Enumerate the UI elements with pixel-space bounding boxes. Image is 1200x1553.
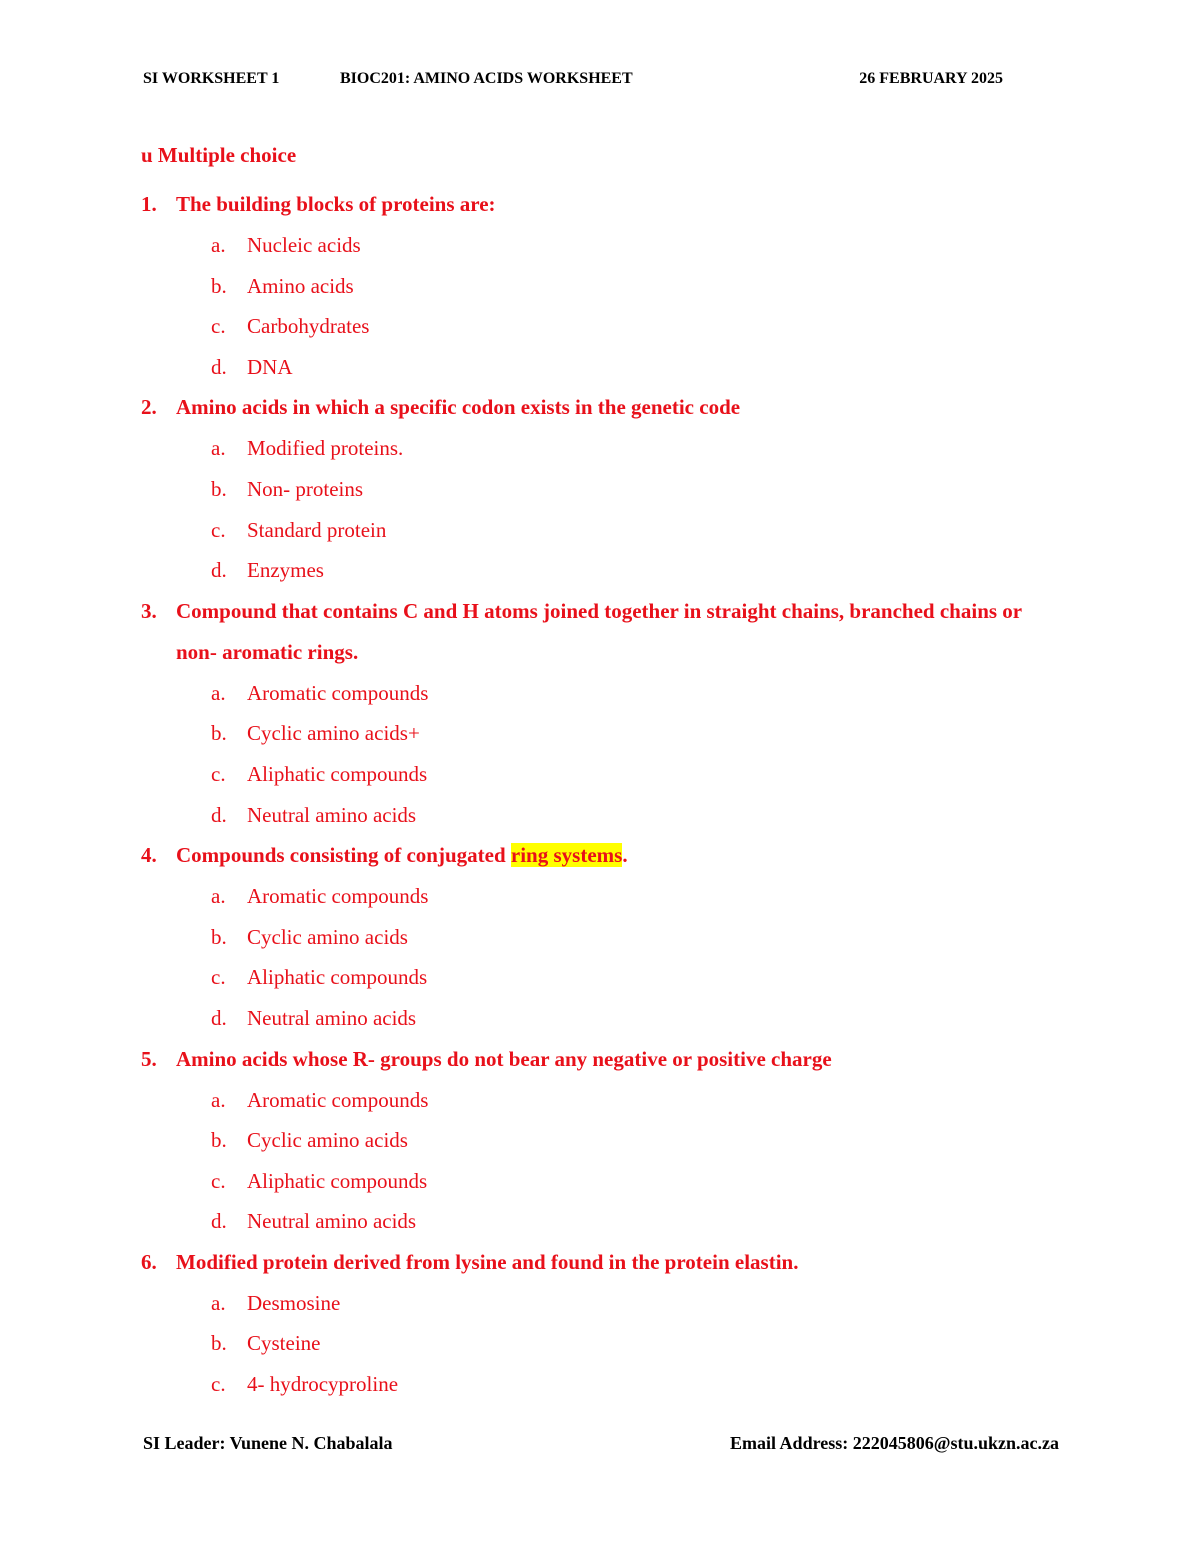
option-item [141,266,1041,307]
option-text: Amino acids [247,273,354,298]
option-item [141,795,1041,836]
question-4 [141,835,1041,876]
section-title: u Multiple choice [141,143,297,167]
option-item [141,1323,1041,1364]
option-text: Standard protein [247,517,387,542]
option-item [141,1161,1041,1202]
option-item [141,876,1041,917]
page-footer [143,1433,1059,1459]
question-1-options [141,225,1041,387]
worksheet-date: 26 FEBRUARY 2025 [859,70,1003,87]
option-item [141,469,1041,510]
option-text: Cyclic amino acids+ [247,721,420,746]
option-item [141,917,1041,958]
option-item [141,1120,1041,1161]
question-number: 4. [141,843,157,868]
option-text: Aromatic compounds [247,884,429,909]
question-text: Amino acids whose R- groups do not bear any negative or positive charge [176,1046,832,1071]
question-6 [141,1242,1041,1283]
question-1 [141,184,1041,225]
page-header [143,70,1003,94]
option-letter: c. [211,761,226,786]
option-text: Aliphatic compounds [247,1168,428,1193]
question-2-options [141,428,1041,590]
option-letter: c. [211,1168,226,1193]
option-text: Cyclic amino acids [247,924,408,949]
option-letter: a. [211,233,226,257]
option-letter: b. [211,924,227,949]
question-text: Modified protein derived from lysine and found in the protein elastin. [176,1249,799,1274]
option-letter: b. [211,1128,227,1153]
question-3-options [141,673,1041,835]
option-text: Aromatic compounds [247,680,429,705]
question-text-start: Compounds consisting of conjugated [176,843,511,868]
option-text: Aliphatic compounds [247,761,428,786]
option-letter: d. [211,354,227,379]
option-text: Modified proteins. [247,436,404,461]
question-number: 1. [141,192,157,216]
si-leader: SI Leader: Vunene N. Chabalala [143,1433,393,1453]
question-5-options [141,1080,1041,1242]
option-item [141,1283,1041,1324]
question-3 [141,591,1041,673]
option-text: Nucleic acids [247,233,361,257]
option-letter: b. [211,273,227,298]
option-letter: c. [211,1372,226,1397]
option-letter: b. [211,1331,227,1356]
option-letter: b. [211,476,227,501]
option-letter: d. [211,558,227,583]
option-item [141,306,1041,347]
question-text: Compound that contains C and H atoms joined together in straight chains, branched chains or non- aromatic rings. [176,598,1022,664]
option-letter: d. [211,802,227,827]
option-text: Cysteine [247,1331,321,1356]
question-number: 5. [141,1046,157,1071]
option-letter: c. [211,314,226,339]
option-letter: a. [211,436,226,461]
option-letter: a. [211,884,226,909]
course-title: BIOC201: AMINO ACIDS WORKSHEET [340,70,633,87]
option-letter: c. [211,965,226,990]
option-item [141,673,1041,714]
option-item [141,713,1041,754]
option-text: DNA [247,354,293,379]
question-2 [141,387,1041,428]
option-text: Neutral amino acids [247,802,417,827]
option-item [141,550,1041,591]
email-address: Email Address: 222045806@stu.ukzn.ac.za [730,1433,1059,1453]
option-letter: d. [211,1209,227,1234]
question-text-end: . [622,843,628,868]
question-number: 3. [141,598,157,623]
option-item [141,957,1041,998]
question-5 [141,1039,1041,1080]
option-text: Enzymes [247,558,324,583]
option-letter: b. [211,721,227,746]
option-letter: a. [211,680,226,705]
question-text: Amino acids in which a specific codon exists in the genetic code [176,395,741,420]
option-text: Desmosine [247,1290,341,1315]
option-item [141,1080,1041,1121]
option-letter: d. [211,1005,227,1030]
option-text: Neutral amino acids [247,1209,417,1234]
option-text: Carbohydrates [247,314,370,339]
option-text: Aliphatic compounds [247,965,428,990]
option-item [141,510,1041,551]
option-item [141,225,1041,266]
question-number: 6. [141,1249,157,1274]
questions-list [141,184,1041,1405]
option-text: Non- proteins [247,476,364,501]
worksheet-label: SI WORKSHEET 1 [143,70,280,87]
question-6-options [141,1283,1041,1405]
highlighted-term: ring systems [510,843,623,868]
option-item [141,347,1041,388]
option-text: 4- hydrocyproline [247,1372,399,1397]
option-item [141,1364,1041,1405]
option-item [141,1201,1041,1242]
option-item [141,754,1041,795]
option-item [141,998,1041,1039]
option-letter: a. [211,1087,226,1112]
option-letter: a. [211,1290,226,1315]
question-text: The building blocks of proteins are: [176,192,496,216]
question-4-options [141,876,1041,1038]
option-text: Aromatic compounds [247,1087,429,1112]
option-item [141,428,1041,469]
option-letter: c. [211,517,226,542]
option-text: Cyclic amino acids [247,1128,408,1153]
question-number: 2. [141,395,157,420]
question-text [176,835,1041,876]
option-text: Neutral amino acids [247,1005,417,1030]
